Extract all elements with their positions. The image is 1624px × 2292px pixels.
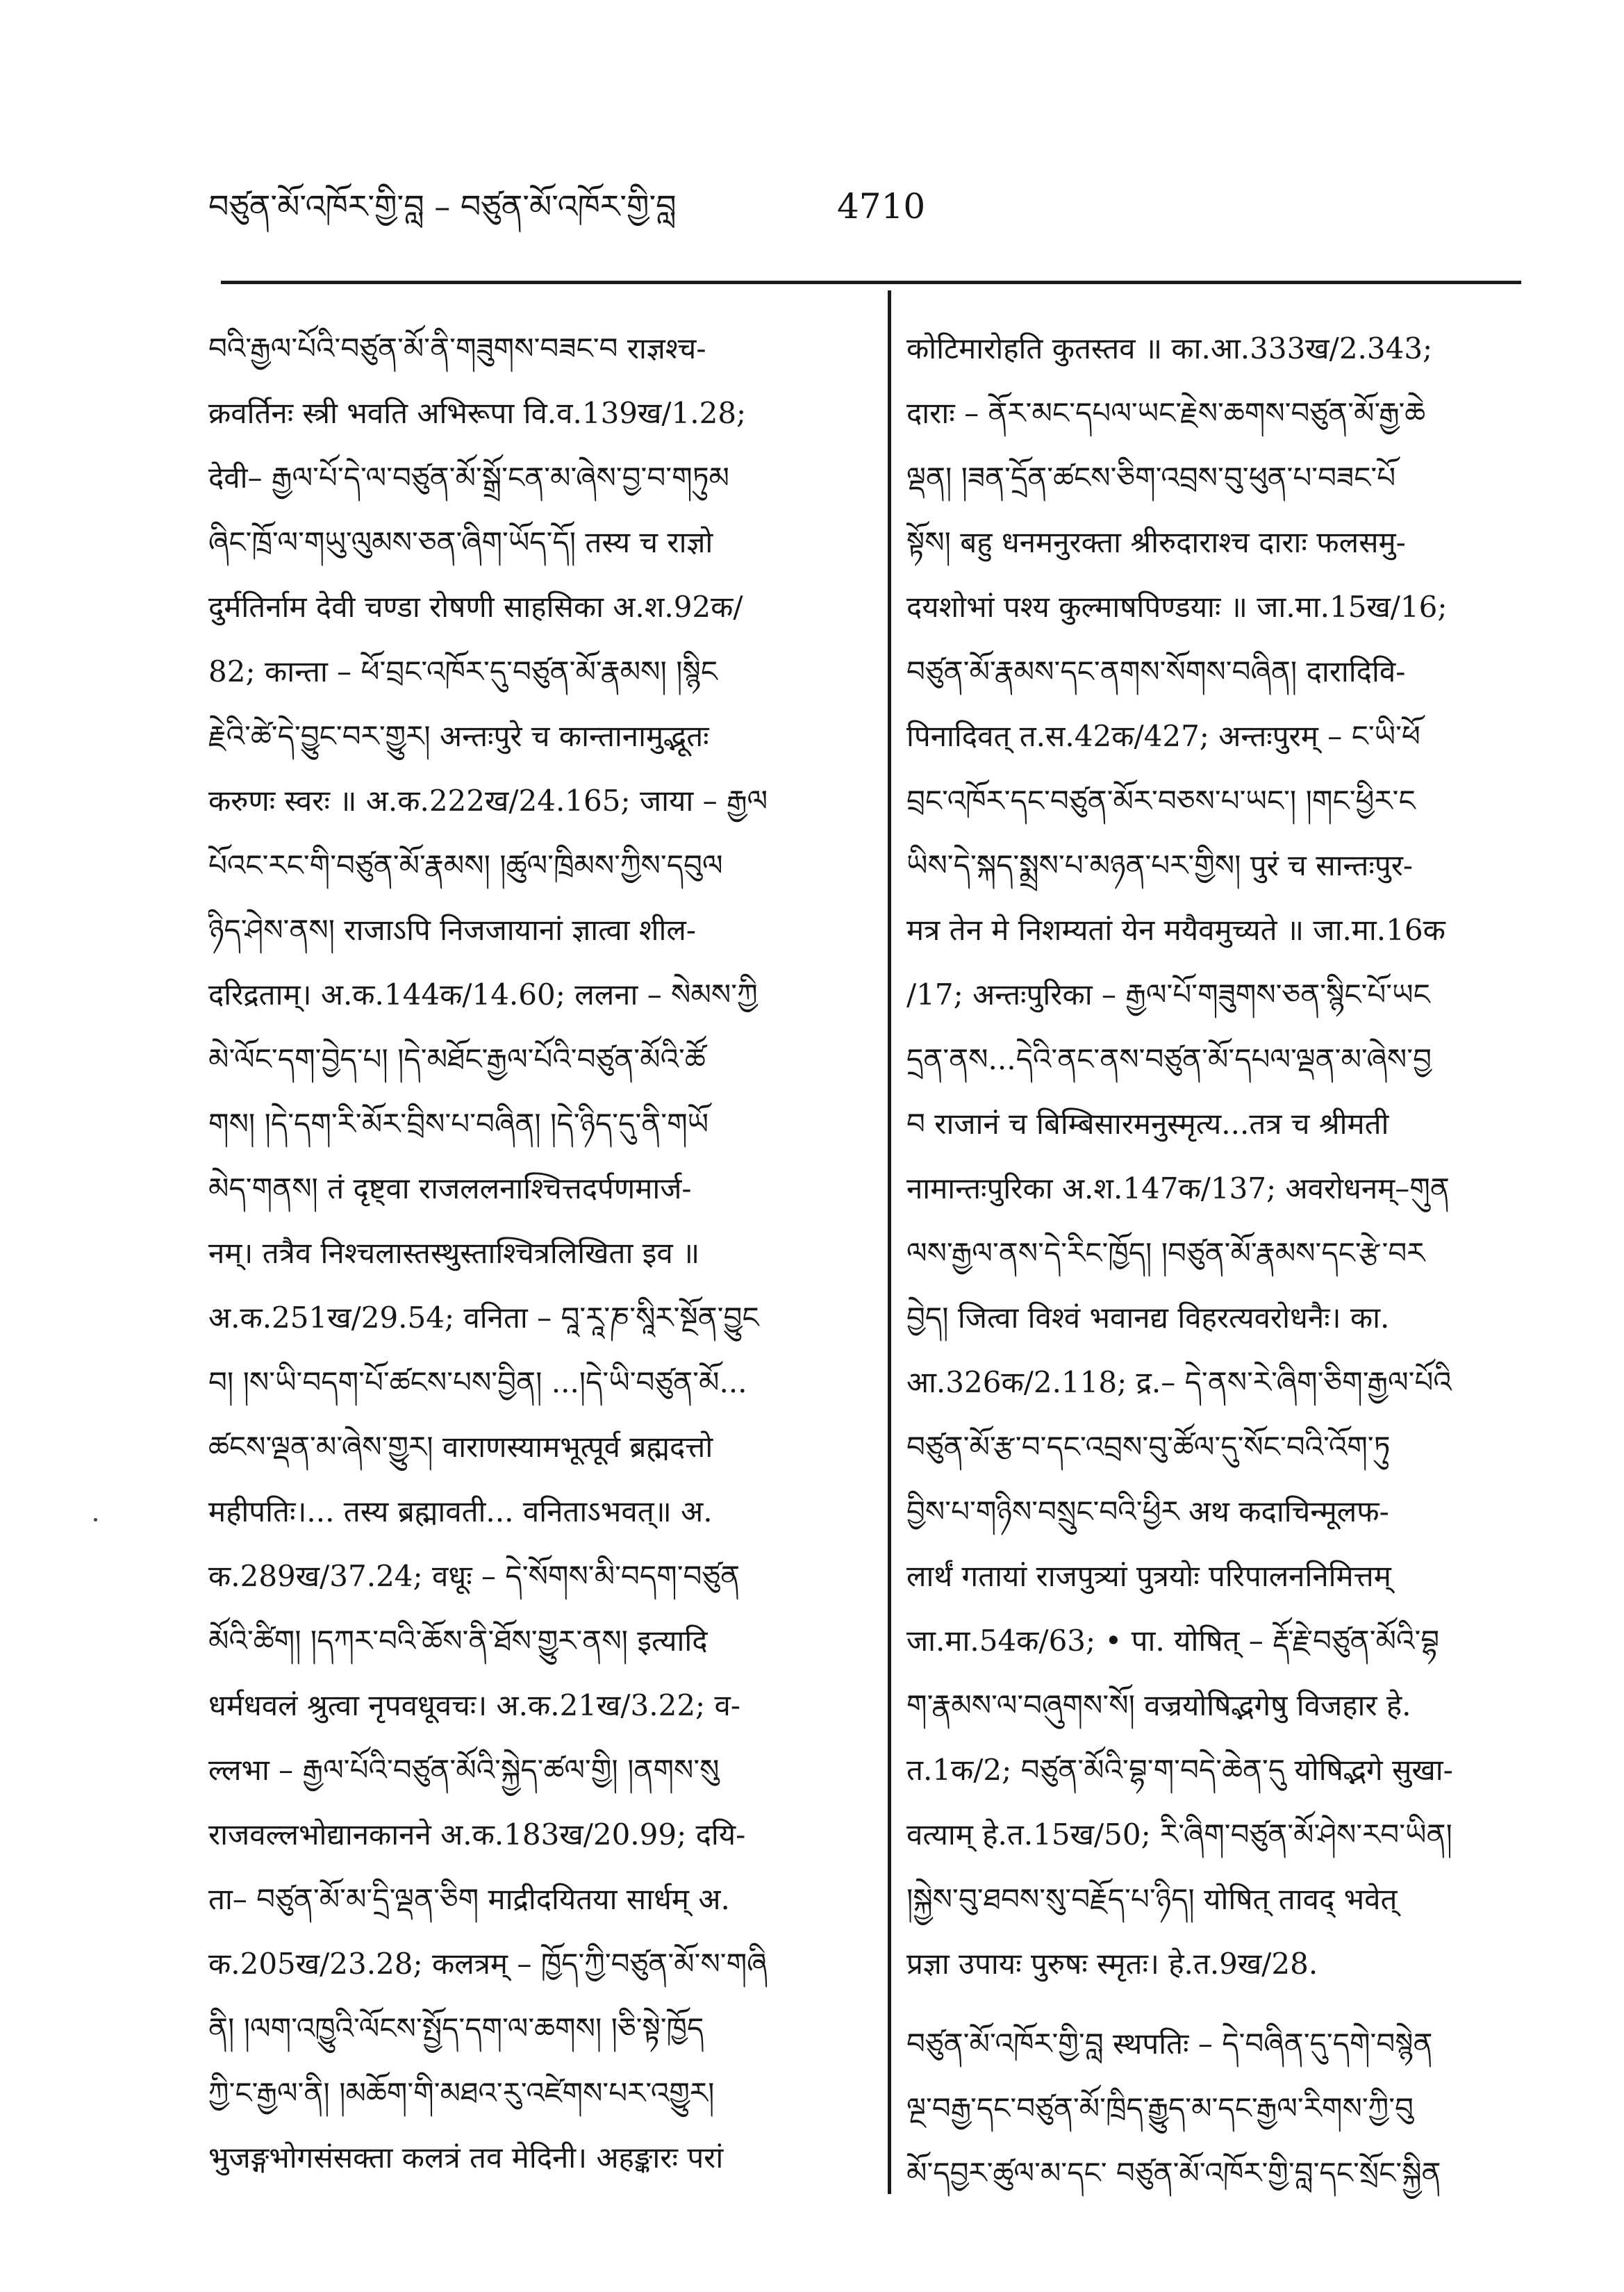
text-line: नम्। तत्रैव निश्चलास्तस्थुस्ताश्चित्रलिखिता इव ॥ (208, 1236, 700, 1270)
text-line: ता– བཙུན་མོ་མ་དྲི་ལྡན་ཅིག माद्रीदयितया सार्धम् अ. (208, 1882, 730, 1916)
text-line: आ.326क/2.118; द्र.– དེ་ནས་རེ་ཞིག་ཅིག་རྒྱལ་པོའི (906, 1365, 1452, 1399)
text-line: देवी– རྒྱལ་པོ་དེ་ལ་བཙུན་མོ་སྒྲོ་ངན་མ་ཞེས་བྱ་བ་གཏུམ (208, 461, 730, 495)
text-line: 82; कान्ता – ཕོ་བྲང་འཁོར་དུ་བཙུན་མོ་རྣམས། །སྙིང (208, 654, 718, 689)
text-line: དྲན་ནས...དེའི་ནང་ནས་བཙུན་མོ་དཔལ་ལྡན་མ་ཞེས་བྱ (906, 1042, 1432, 1076)
text-line: བྲང་འཁོར་དང་བཙུན་མོར་བཅས་པ་ཡང་། །གང་ཕྱིར་ང (906, 784, 1416, 818)
right-column (906, 316, 1532, 2205)
text-line: བའི་རྒྱལ་པོའི་བཙུན་མོ་ནི་གཟུགས་བཟང་བ राज्ञश्च- (208, 331, 706, 365)
text-line: ཡིས་དེ་སྐད་སྨྲས་པ་མཉན་པར་གྱིས། पुरं च सान्तःपुर- (906, 848, 1414, 882)
text-line: ཀྱི་ང་རྒྱལ་ནི། །མཆོག་གི་མཐའ་རུ་འཛེགས་པར་འགྱུར། (208, 2076, 715, 2110)
text-line: མེད་གནས། तं दृष्ट्वा राजललनाश्चित्तदर्पणमार्ज- (208, 1171, 692, 1205)
text-line: མེ་ལོང་དག་བྱེད་པ། །དེ་མཐོང་རྒྱལ་པོའི་བཙུན་མོའི་ཚོ (208, 1042, 706, 1076)
text-line: །སྐྱེས་བུ་ཐབས་སུ་བརྗོད་པ་ཉིད། योषित् तावद् भवेत् (906, 1882, 1398, 1916)
text-line: कोटिमारोहति कुतस्तव ॥ का.आ.333ख/2.343; (906, 331, 1433, 365)
page-header (208, 182, 1528, 238)
text-line: བཙུན་མོ་འཁོར་གྱི་བླ स्थपतिः – དེ་བཞིན་དུ་དགེ་བསྙེན (906, 2027, 1433, 2061)
text-line: महीपतिः।... तस्य ब्रह्मावती... वनिताऽभवत्॥ अ. (208, 1494, 713, 1528)
text-line: त.1क/2; བཙུན་མོའི་བྷ་ག་བདེ་ཆེན་དུ योषिद्भगे सुखा- (906, 1753, 1453, 1787)
text-line: राजवल्लभोद्यानकानने अ.क.183ख/20.99; दयि- (208, 1817, 746, 1852)
text-line: मत्र तेन मे निशम्यतां येन मयैवमुच्यते ॥ जा.मा.16क (906, 913, 1445, 947)
text-line: दरिद्रताम्। अ.क.144क/14.60; ललना – སེམས་ཀྱི (208, 978, 758, 1012)
text-line: བཙུན་མོ་རྣམས་དང་ནགས་སོགས་བཞིན། दारादिवि- (906, 654, 1406, 689)
running-head: བཙུན་མོ་འཁོར་གྱི་བླ – བཙུན་མོ་འཁོར་གྱི་བླ (208, 188, 677, 225)
text-line: ཞིང་ཁྲོ་ལ་གཡུ་ལུམས་ཅན་ཞིག་ཡོད་དོ། तस्य च राज्ञो (208, 525, 713, 559)
text-line: धर्मधवलं श्रुत्वा नृपवधूवचः। अ.क.21ख/3.22; व- (208, 1688, 741, 1722)
text-line: करुणः स्वरः ॥ अ.क.222ख/24.165; जाया – རྒྱལ (208, 784, 768, 818)
text-line: ལས་རྒྱལ་ནས་དེ་རིང་ཁྱོད། །བཙུན་མོ་རྣམས་དང་རྩེ་བར (906, 1236, 1425, 1270)
text-line: /17; अन्तःपुरिका – རྒྱལ་པོ་གཟུགས་ཅན་སྙིང་པོ་ཡང (906, 978, 1430, 1012)
text-line: མོ་དབྱར་ཚུལ་མ་དང་ བཙུན་མོ་འཁོར་གྱི་བླ་དང་སྲོང་སྐྱིན (906, 2156, 1441, 2190)
right-block-1 (906, 316, 1532, 1996)
text-line: ཚངས་ལྡན་མ་ཞེས་གྱུར། वाराणस्यामभूत्पूर्व ब्रह्मदत्तो (208, 1430, 713, 1464)
text-line: क्रवर्तिनः स्त्री भवति अभिरूपा वि.व.139ख/1.28; (208, 396, 747, 430)
text-line: प्रज्ञा उपायः पुरुषः स्मृतः। हे.त.9ख/28. (906, 1947, 1318, 1981)
text-line: བ། །ས་ཡི་བདག་པོ་ཚངས་པས་བྱིན། ...།དེ་ཡི་བཙུན་མོ... (208, 1365, 747, 1399)
text-line: བཙུན་མོ་རྩ་བ་དང་འབྲས་བུ་ཚོལ་དུ་སོང་བའི་འོག་ཏུ (906, 1430, 1391, 1464)
header-rule (221, 281, 1521, 284)
text-line: क.289ख/37.24; वधूः – དེ་སོགས་མི་བདག་བཙུན (208, 1559, 740, 1593)
text-line: ल्लभा – རྒྱལ་པོའི་བཙུན་མོའི་སྐྱེད་ཚལ་གྱི། །ནགས་སུ (208, 1753, 720, 1787)
text-line: བྱིས་པ་གཉིས་བསྲུང་བའི་ཕྱིར अथ कदाचिन्मूलफ- (906, 1494, 1389, 1528)
text-line: क.205ख/23.28; कलत्रम् – ཁྱོད་ཀྱི་བཙུན་མོ་ས་གཞི (208, 1947, 768, 1981)
text-line: རྗེའི་ཚེ་དེ་བྱུང་བར་གྱུར། अन्तःपुरे च कान्तानामुद्भूतः (208, 719, 709, 753)
text-line: ཉིད་ཤེས་ནས། राजाऽपि निजजायानां ज्ञात्वा शील- (208, 913, 697, 947)
text-line: བ राजानं च बिम्बिसारमनुस्मृत्य...तत्र च श्रीमती (906, 1107, 1389, 1141)
text-line: བྱེད། जित्वा विश्वं भवानद्य विहरत्यवरोधनैः। का. (906, 1301, 1390, 1335)
text-line: नामान्तःपुरिका अ.श.147क/137; अवरोधनम्–གུན (906, 1171, 1450, 1205)
text-line: लार्थं गतायां राजपुत्र्यां पुत्रयोः परिपालननिमित्तम् (906, 1559, 1391, 1593)
text-line: ལྔ་བརྒྱ་དང་བཙུན་མོ་ཁྲིད་རྒྱུད་མ་དང་རྒྱལ་རིགས་ཀྱི་བུ (906, 2091, 1414, 2125)
text-line: दुर्मतिर्नाम देवी चण्डा रोषणी साहसिका अ.श.92क/ (208, 590, 743, 624)
column-divider (888, 290, 891, 2194)
text-line: जा.मा.54क/63; • पा. योषित् – རྡོ་རྗེ་བཙུན་མོའི་བྷ (906, 1624, 1440, 1658)
text-line: ནི། །ལག་འཁྱུའི་ལོངས་སྤྱོད་དག་ལ་ཆགས། །ཅི་སྟེ་ཁྱོད (208, 2011, 704, 2045)
text-line: ལྡན། །ཟན་དྲོན་ཚངས་ཅིག་འབྲས་བུ་ཕུན་པ་བཟང་པོ (906, 461, 1396, 495)
page-number: 4710 (837, 186, 926, 226)
text-line: पिनादिवत् त.स.42क/427; अन्तःपुरम् – ང་ཡི་ཕོ (906, 719, 1420, 753)
text-line: वत्याम् हे.त.15ख/50; རི་ཞིག་བཙུན་མོ་ཤེས་རབ་ཡིན། (906, 1817, 1452, 1852)
text-line: པོའང་རང་གི་བཙུན་མོ་རྣམས། །ཚུལ་ཁྲིམས་ཀྱིས་དབུལ (208, 848, 723, 882)
text-line: སྟོས། बहु धनमनुरक्ता श्रीरुदाराश्च दाराः फलसमु- (906, 525, 1406, 559)
text-line: ག་རྣམས་ལ་བཞུགས་སོ། वज्रयोषिद्भगेषु विजहार हे. (906, 1688, 1411, 1722)
left-column (208, 316, 861, 2190)
right-block-2 (906, 2011, 1532, 2205)
text-line: མོའི་ཚིག། །དཀར་བའི་ཆོས་ནི་ཐོས་གྱུར་ནས། इत्यादि (208, 1624, 708, 1658)
stray-mark (94, 1518, 97, 1522)
text-line: अ.क.251ख/29.54; वनिता – བཱ་རཱ་ཎ་སཱིར་སྔོན་བྱུང (208, 1301, 759, 1335)
text-line: भुजङ्गभोगसंसक्ता कलत्रं तव मेदिनी। अहङ्कारः परां (208, 2141, 724, 2175)
text-line: दयशोभां पश्य कुल्माषपिण्डयाः ॥ जा.मा.15ख/16; (906, 590, 1448, 624)
text-line: दाराः – ནོར་མང་དཔལ་ཡང་རྗེས་ཆགས་བཙུན་མོ་རྒྱ་ཆེ (906, 396, 1426, 430)
text-line: གས། །དེ་དག་རི་མོར་བྲིས་པ་བཞིན། །དེ་ཉིད་དུ་ནི་གཡོ (208, 1107, 709, 1141)
